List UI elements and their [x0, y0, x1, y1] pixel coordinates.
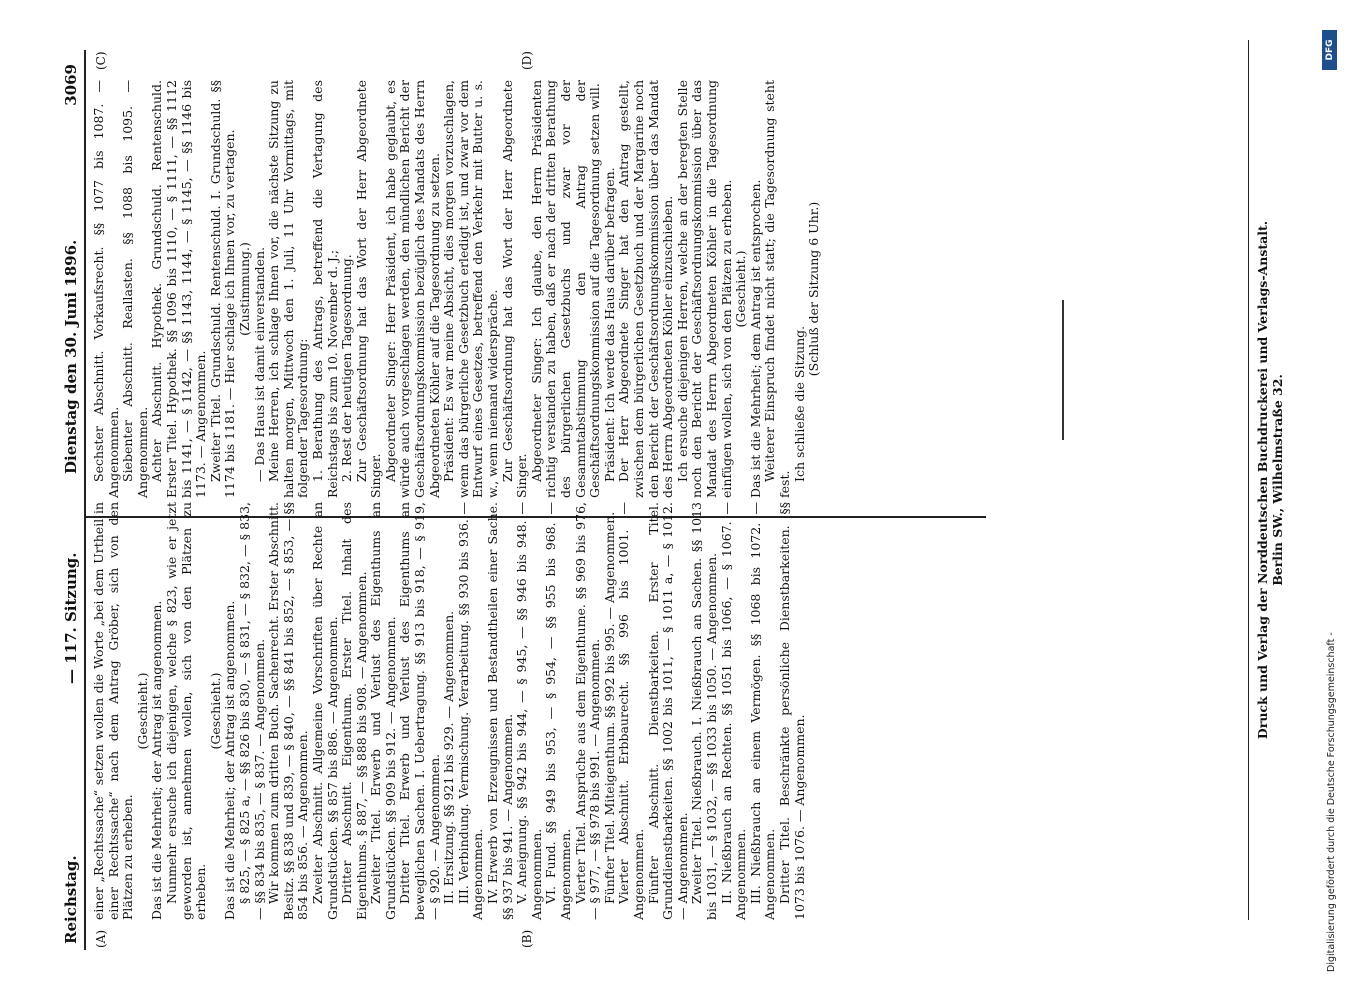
- printer-rule-short: [1062, 300, 1064, 440]
- right-column-paragraph: Meine Herren, ich schlage Ihnen vor, die nächste Sitzung zu halten morgen, Mittwoch den 1. Juli, 11 Uhr Vormittags, mit folgender Tagesordnung:: [266, 80, 311, 498]
- left-text-column: [92, 502, 807, 920]
- header-rule: [84, 50, 86, 950]
- right-column-paragraph: 1. Berathung des Antrags, betreffend die Vertagung des Reichstags bis zum 10. November d. J.;: [309, 80, 340, 498]
- left-column-paragraph: II. Ersitzung. §§ 921 bis 929. — Angenommen.: [441, 610, 457, 904]
- right-column-paragraph: Abgeordneter Singer: Herr Präsident, ich habe geglaubt, es würde auch vorgeschlagen werden, den mündlichen Bericht der Geschäftsordnungskommission bezüglich des Mandats des Herrn Abgeordneten Köhler auf die Tagesordnung zu setzen.: [382, 80, 442, 498]
- left-column-paragraph: III. Nießbrauch an einem Vermögen. §§ 1068 bis 1072. — Angenommen.: [747, 502, 778, 920]
- header-date: Dienstag den 30. Juni 1896.: [62, 239, 80, 474]
- right-column-paragraph: Ich ersuche diejenigen Herren, welche an der beregten Stelle noch den Bericht der Geschäftsordnungskommission über das Mandat des Herrn Abgeordneten Köhler in die Tagesordnung einfügen wollen, sich von den Plätzen zu erheben.: [674, 80, 734, 498]
- right-column-paragraph: Präsident: Ich werde das Haus darüber befragen.: [601, 167, 617, 482]
- left-column-paragraph: Zweiter Titel. Erwerb und Verlust des Eigenthums an Grundstücken. §§ 909 bis 912. — Angenommen.: [368, 502, 398, 920]
- left-column-paragraph: (Geschieht.): [207, 672, 223, 750]
- right-column-paragraph: — Das Haus ist damit einverstanden.: [251, 246, 267, 482]
- margin-mark-b: (B): [520, 929, 534, 948]
- left-column-paragraph: Zweiter Titel. Nießbrauch. I. Nießbrauch an Sachen. §§ 1013 bis 1031, — § 1032, — §§ 1033 bis 1050. — Angenommen.: [689, 502, 719, 920]
- left-column-paragraph: Fünfter Abschnitt. Dienstbarkeiten. Erster Titel. Grunddienstbarkeiten. §§ 1002 bis 1011, — § 1011 a, — § 1012. — Angenommen.: [645, 502, 690, 920]
- right-column-paragraph: (Zustimmung.): [236, 242, 252, 336]
- right-column-paragraph: Zweiter Titel. Grundschuld. Rentenschuld. I. Grundschuld. §§ 1174 bis 1181. — Hier schlage ich Ihnen vor, zu vertagen.: [207, 80, 238, 498]
- margin-mark-d: (D): [520, 51, 534, 70]
- right-column-paragraph: Zur Geschäftsordnung hat das Wort der Herr Abgeordnete Singer.: [353, 80, 384, 498]
- right-column-paragraph: Siebenter Abschnitt. Reallasten. §§ 1088 bis 1095. — Angenommen.: [120, 80, 150, 498]
- right-column-paragraph: (Geschieht.): [733, 250, 749, 328]
- right-column-paragraph: 2. Rest der heutigen Tagesordnung.: [339, 254, 355, 482]
- right-column-paragraph: Abgeordneter Singer: Ich glaube, den Herrn Präsidenten richtig verstanden zu haben, daß er nach der dritten Berathung des bürgerlichen Gesetzbuchs und zwar vor der Gesammtabstimmung den Antrag der Geschäftsordnungskommission auf die Tagesordnung setzen will.: [528, 80, 603, 498]
- right-column-paragraph: Präsident: Es war meine Absicht, dies morgen vorzuschlagen, wenn das bürgerliche Gesetzbuch erledigt ist, und zwar vor dem Entwurf eines Gesetzes, betreffend den Verkehr mit Butter u. s. w., wenn niemand widerspräche.: [441, 80, 501, 498]
- left-column-paragraph: V. Aneignung. §§ 942 bis 944, — § 945, — §§ 946 bis 948. — Angenommen.: [514, 502, 544, 920]
- left-column-paragraph: (Geschieht.): [134, 672, 150, 750]
- left-column-paragraph: Dritter Abschnitt. Eigenthum. Erster Titel. Inhalt des Eigenthums. § 887, — §§ 888 bis 908. — Angenommen.: [339, 502, 369, 920]
- running-header: [62, 64, 86, 944]
- left-column-paragraph: einer „Rechtssache“ setzen wollen die Worte „bei dem Urtheil in einer Rechtssache“ nach dem Antrag Gröber, sich von den Plätzen zu erheben.: [91, 502, 136, 920]
- imprint-line-1: Druck und Verlag der Norddeutschen Buchdruckerei und Verlags-Anstalt.: [1255, 220, 1270, 740]
- left-column-paragraph: II. Nießbrauch an Rechten. §§ 1051 bis 1066, — § 1067. — Angenommen.: [718, 502, 749, 920]
- left-column-paragraph: Fünfter Titel. Miteigenthum. §§ 992 bis 995. — Angenommen.: [601, 511, 617, 904]
- header-session: — 117. Sitzung.: [62, 552, 80, 684]
- header-left: Reichstag.: [62, 855, 80, 944]
- right-column-paragraph: Zur Geschäftsordnung hat das Wort der Herr Abgeordnete Singer.: [499, 80, 530, 498]
- left-column-paragraph: § 825, — § 825 a, — §§ 826 bis 830, — § 831, — § 832, — § 833, — §§ 834 bis 835, — § 837. — Angenommen.: [236, 502, 267, 920]
- right-column-paragraph: Sechster Abschnitt. Vorkaufsrecht. §§ 1077 bis 1087. — Angenommen.: [91, 80, 121, 498]
- right-text-column: [92, 80, 822, 498]
- left-column-paragraph: Wir kommen zum dritten Buch. Sachenrecht. Erster Abschnitt. Besitz. §§ 838 und 839, — § 840, — §§ 841 bis 852, — § 853, — §§ 854 bis 856. — Angenommen.: [266, 502, 311, 920]
- left-column-paragraph: Vierter Titel. Ansprüche aus dem Eigenthume. §§ 969 bis 976, — § 977, — §§ 978 bis 991. — Angenommen.: [572, 502, 603, 920]
- left-column-paragraph: Das ist die Mehrheit; der Antrag ist angenommen.: [149, 600, 165, 920]
- margin-mark-c: (C): [94, 51, 108, 70]
- right-column-paragraph: Der Herr Abgeordnete Singer hat den Antrag gestellt, zwischen dem bürgerlichen Gesetzbuch und der Margarine noch den Bericht der Geschäftsordnungskommission über das Mandat des Herrn Abgeordneten Köhler einzuschieben.: [616, 80, 676, 498]
- left-column-paragraph: III. Verbindung. Vermischung. Verarbeitung. §§ 930 bis 936. — Angenommen.: [455, 502, 486, 920]
- left-column-paragraph: IV. Erwerb von Erzeugnissen und Bestandtheilen einer Sache. §§ 937 bis 941. — Angenommen.: [485, 502, 515, 920]
- left-column-paragraph: VI. Fund. §§ 949 bis 953, — § 954, — §§ 955 bis 968. — Angenommen.: [543, 502, 573, 920]
- right-column-paragraph: Das ist die Mehrheit; dem Antrag ist entsprochen.: [747, 179, 763, 498]
- left-column-paragraph: Zweiter Abschnitt. Allgemeine Vorschriften über Rechte an Grundstücken. §§ 857 bis 886. — Angenommen.: [309, 502, 340, 920]
- imprint: [1248, 40, 1285, 920]
- dfg-logo: DFG: [1322, 30, 1337, 70]
- left-column-paragraph: Das ist die Mehrheit; der Antrag ist angenommen.: [222, 600, 238, 920]
- left-column-paragraph: Dritter Titel. Erwerb und Verlust des Eigenthums an beweglichen Sachen. I. Uebertragung. §§ 913 bis 918, — § 919, — § 920. — Angenommen.: [397, 502, 442, 920]
- page-number: 3069: [62, 64, 80, 106]
- margin-mark-a: (A): [94, 929, 108, 948]
- right-column-paragraph: (Schluß der Sitzung 6 Uhr.): [806, 201, 822, 377]
- imprint-line-2: Berlin SW., Wilhelmstraße 32.: [1270, 374, 1285, 586]
- digitization-note: Digitalisierung gefördert durch die Deutsche Forschungsgemeinschaft -: [1326, 632, 1337, 972]
- right-column-paragraph: Achter Abschnitt. Hypothek. Grundschuld. Rentenschuld. Erster Titel. Hypothek. §§ 1096 bis 1110, — § 1111, — §§ 1112 bis 1141, — § 1142, — §§ 1143, 1144, — § 1145, — §§ 1146 bis 1173. — Angenommen.: [149, 80, 209, 498]
- right-column-paragraph: Weiterer Einspruch findet nicht statt; die Tagesordnung steht fest.: [762, 80, 792, 498]
- left-column-paragraph: Nunmehr ersuche ich diejenigen, welche § 823, wie er jetzt geworden ist, annehmen wollen, sich von den Plätzen zu erheben.: [163, 502, 209, 920]
- right-column-paragraph: Ich schließe die Sitzung.: [791, 325, 807, 482]
- left-column-paragraph: Vierter Abschnitt. Erbbaurecht. §§ 996 bis 1001. — Angenommen.: [616, 502, 646, 920]
- left-column-paragraph: Dritter Titel. Beschränkte persönliche Dienstbarkeiten. §§ 1073 bis 1076. — Angenommen.: [776, 502, 807, 920]
